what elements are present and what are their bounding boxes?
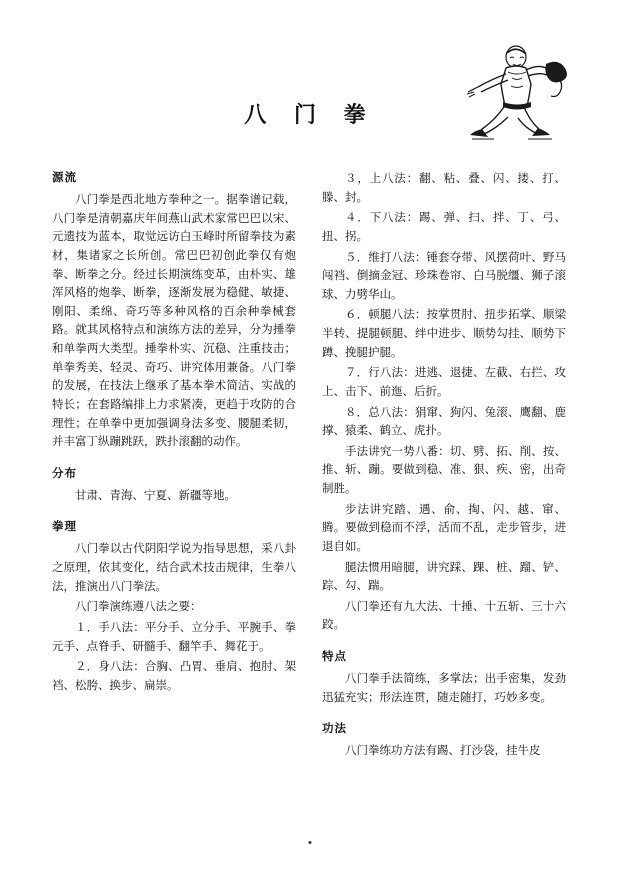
paragraph-theory-4: ２．身八法：合胸、凸胃、垂肩、抱肘、架裆、松胯、换步、扁崇。 [52, 659, 296, 692]
section-heading-distribution: 分布 [52, 465, 77, 480]
paragraph-methods-8: ８．总八法：狷窜、狗闪、兔滚、鹰翻、鹿撑、猿柔、鹤立、虎扑。 [322, 404, 566, 438]
paragraph-methods-5: ５．维打八法：锤套夺带、风摆荷叶、野马闯裆、倒摘金冠、珍珠卷帘、白马脱缰、狮子滚球、力劈华山。 [322, 249, 566, 301]
paragraph-methods-6: ６．顿腿八法：按掌贯肘、扭步拓掌、顺梁半转、提腿顿腿、绊中进步、顺势勾挂、顺势下蹲、挽腿护腿。 [322, 307, 566, 359]
section-heading-characteristics: 特点 [322, 649, 347, 663]
paragraph-origin-1: 八门拳是西北地方拳种之一。据拳谱记载，八门拳是清朝嘉庆年间燕山武术家常巴巴以宋、元遗技为蓝本，取觉远访白玉峰时所留拳技为素材，集诸家之长所创。常巴巴初创此拳仅有炮拳、断拳之分。经过长期演练变革，由朴实、雄浑风格的炮拳、断拳，逐渐发展为稳健、敏捷、刚阳、柔绵、奇巧等多种风格的百余种拳械套路。就其风格特点和演练方法的差异，分为捶拳和单拳两大类型。捶拳朴实、沉稳、注重技击；单拳秀美、轻灵、奇巧、讲究体用兼备。八门拳的发展，在技法上继承了基本拳术简洁、实战的特长；在套路编排上力求紧凑，更趋于攻防的合理性；在单拳中更加强调身法多变、腰腿柔韧，并丰富丁纵蹦跳跃，跌扑滚翻的动作。 [52, 192, 296, 449]
page-title: 八 门 拳 [244, 103, 376, 128]
paragraph-step-method: 步法讲究踏、遇、俞、掏、闪、越、窜、腾。要做到稳而不浮，活而不乱，走步管步，进退自如。 [322, 501, 566, 553]
right-column [322, 169, 566, 762]
page-footer-marker [309, 841, 312, 844]
paragraph-methods-4: ４．下八法：踢、弹、扫、拌、丁、弓、扭、拐。 [322, 210, 566, 243]
paragraph-theory-2: 八门拳演练遵八法之要： [75, 599, 202, 614]
left-column [52, 169, 296, 762]
paragraph-methods-7: ７．行八法：进逃、退捷、左截、右拦、攻上、击下、前迤、后折。 [322, 365, 566, 398]
section-heading-training: 功法 [322, 721, 347, 736]
paragraph-theory-3: １．手八法：平分手、立分手、平腕手、拳元手、点脊手、研髓手、翻竿手、舞花于。 [52, 619, 296, 653]
paragraph-training-1: 八门拳练功方法有踢、打沙袋，挂牛皮 [345, 743, 541, 758]
section-heading-theory: 拳理 [52, 519, 77, 534]
paragraph-characteristics-1: 八门拳手法简练，多掌法；出手密集，发劲迅猛充实；形法连贯，随走随打，巧妙多变。 [322, 671, 566, 704]
paragraph-hand-method: 手法讲究一势八番：切、劈、拓、削、按、推、斩、蹦。要做到稳、准、狠、疾、密，出奇制胜。 [322, 443, 566, 495]
section-heading-origin: 源流 [52, 170, 77, 184]
paragraph-additional-methods: 八门拳还有九大法、十捶、十五斩、三十六跤。 [322, 598, 566, 632]
paragraph-leg-method: 腿法惯用暗腿，讲究踩、踝、桩、蹓、铲、踪、勾、踹。 [322, 559, 566, 593]
paragraph-distribution-1: 甘肃、青海、宁夏、新疆等地。 [75, 487, 236, 502]
martial-artist-illustration [454, 42, 574, 157]
paragraph-methods-3: ３，上八法：翻、粘、叠、闪、搂、打、滕、封。 [322, 171, 566, 204]
paragraph-theory-1: 八门拳以古代阴阳学说为指导思想，采八卦之原理，依其变化，结合武术技击规律，生拳八法，推演出八门拳法。 [52, 541, 296, 593]
two-column-body [52, 169, 568, 762]
